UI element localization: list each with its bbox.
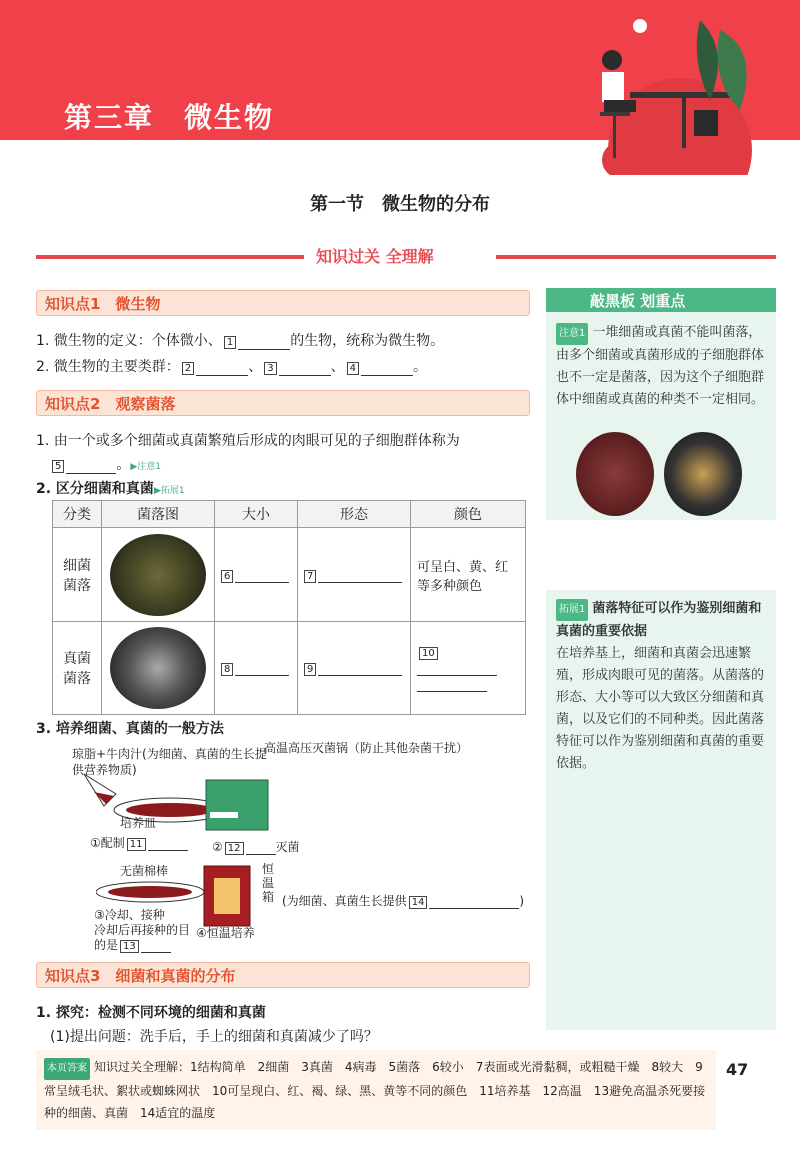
kp2-q1-answer: 5 。▶注意1	[50, 454, 161, 474]
fungi-colony-image	[110, 627, 206, 709]
kp1-q2: 2. 微生物的主要类群： 2 、 3 、 4 。	[36, 359, 427, 375]
table-header: 形态	[298, 501, 411, 528]
sidebar-heading: 敲黑板 划重点	[546, 288, 776, 312]
kp2-q2-title: 2. 区分细菌和真菌▶拓展1	[36, 481, 185, 497]
table-header: 分类	[53, 501, 102, 528]
header-illustration	[560, 0, 800, 175]
table-header: 菌落图	[102, 501, 215, 528]
kp3-q1-sub: (1)提出问题：洗手后，手上的细菌和真菌减少了吗？	[50, 1029, 378, 1045]
diagram-step4: ④恒温培养	[196, 926, 255, 940]
kp2-q3-title: 3. 培养细菌、真菌的一般方法	[36, 721, 224, 737]
kp1-q1: 1. 微生物的定义：个体微小、 1 的生物，统称为微生物。	[36, 333, 445, 349]
table-row: 细菌菌落 6 7 可呈白、黄、红等多种颜色	[53, 528, 526, 622]
row-name: 真菌菌落	[53, 622, 102, 715]
note-tag: 注意1	[556, 323, 588, 345]
diagram-medium-label: 琼脂+牛肉汁(为细菌、真菌的生长提供营养物质)	[72, 747, 267, 777]
diagram-incubator-note: (为细菌、真菌生长提供 14 )	[282, 894, 525, 908]
bacteria-colony-image	[110, 534, 206, 616]
chapter-title: 第三章 微生物	[64, 101, 275, 134]
diagram-incubator-label: 恒温箱	[262, 862, 275, 904]
bacteria-color-text: 可呈白、黄、红等多种颜色	[411, 528, 526, 622]
banner-title: 知识过关 全理解	[306, 244, 444, 267]
table-header: 颜色	[411, 501, 526, 528]
kp2-q1: 1. 由一个或多个细菌或真菌繁殖后形成的肉眼可见的子细胞群体称为	[36, 433, 460, 449]
colony-photo-dark	[664, 432, 742, 516]
table-row: 真菌菌落 8 9 10	[53, 622, 526, 715]
banner-divider-right	[496, 255, 776, 259]
diagram-autoclave-label: 高温高压灭菌锅（防止其他杂菌干扰）	[264, 741, 469, 755]
kp2-heading: 知识点2 观察菌落	[36, 390, 530, 416]
kp3-heading: 知识点3 细菌和真菌的分布	[36, 962, 530, 988]
kp1-heading: 知识点1 微生物	[36, 290, 530, 316]
diagram-step3: ③冷却、接种 冷却后再接种的目的是 13	[94, 908, 191, 952]
section-title: 第一节 微生物的分布	[310, 194, 490, 215]
diagram-step2: ② 12 灭菌	[212, 840, 300, 854]
extension-tag: 拓展1	[556, 599, 588, 621]
diagram-dish-flask	[80, 770, 280, 840]
colony-photo-red	[576, 432, 654, 516]
sidebar-extension: 拓展1 菌落特征可以作为鉴别细菌和真菌的重要依据 在培养基上，细菌和真菌会迅速繁殖，形成肉眼可见的菌落。从菌落的形态、大小等可以大致区分细菌和真菌，以及它们的不同种类。因此菌落特征可以作为鉴别细菌和真菌的重要依据。	[556, 601, 765, 771]
banner-divider-left	[36, 255, 304, 259]
sidebar-note: 注意1 一堆细菌或真菌不能叫菌落，由多个细菌或真菌形成的子细胞群体也不一定是菌落，因为这个子细胞群体中细菌或真菌的种类不一定相同。	[556, 325, 765, 407]
colony-table	[52, 500, 526, 715]
row-name: 细菌菌落	[53, 528, 102, 622]
table-header: 大小	[215, 501, 298, 528]
diagram-step1: ①配制 11	[90, 834, 188, 851]
diagram-swab-label: 无菌棉棒	[120, 864, 169, 878]
kp3-q1: 1. 探究：检测不同环境的细菌和真菌	[36, 1005, 266, 1021]
answer-text: 本页答案 知识过关全理解：1结构简单 2细菌 3真菌 4病毒 5菌落 6较小 7表面或光滑黏稠，或粗糙干燥 8较大 9常呈绒毛状、絮状或蜘蛛网状 10可呈现白、红、褐、绿、黑、黄等不同的颜色 11培养基 12高温 13避免高温杀死要接种的细菌、真菌 14适宜的温度	[44, 1060, 706, 1120]
page-number: 47	[726, 1060, 749, 1079]
diagram-dish-label: 培养皿	[120, 816, 157, 830]
